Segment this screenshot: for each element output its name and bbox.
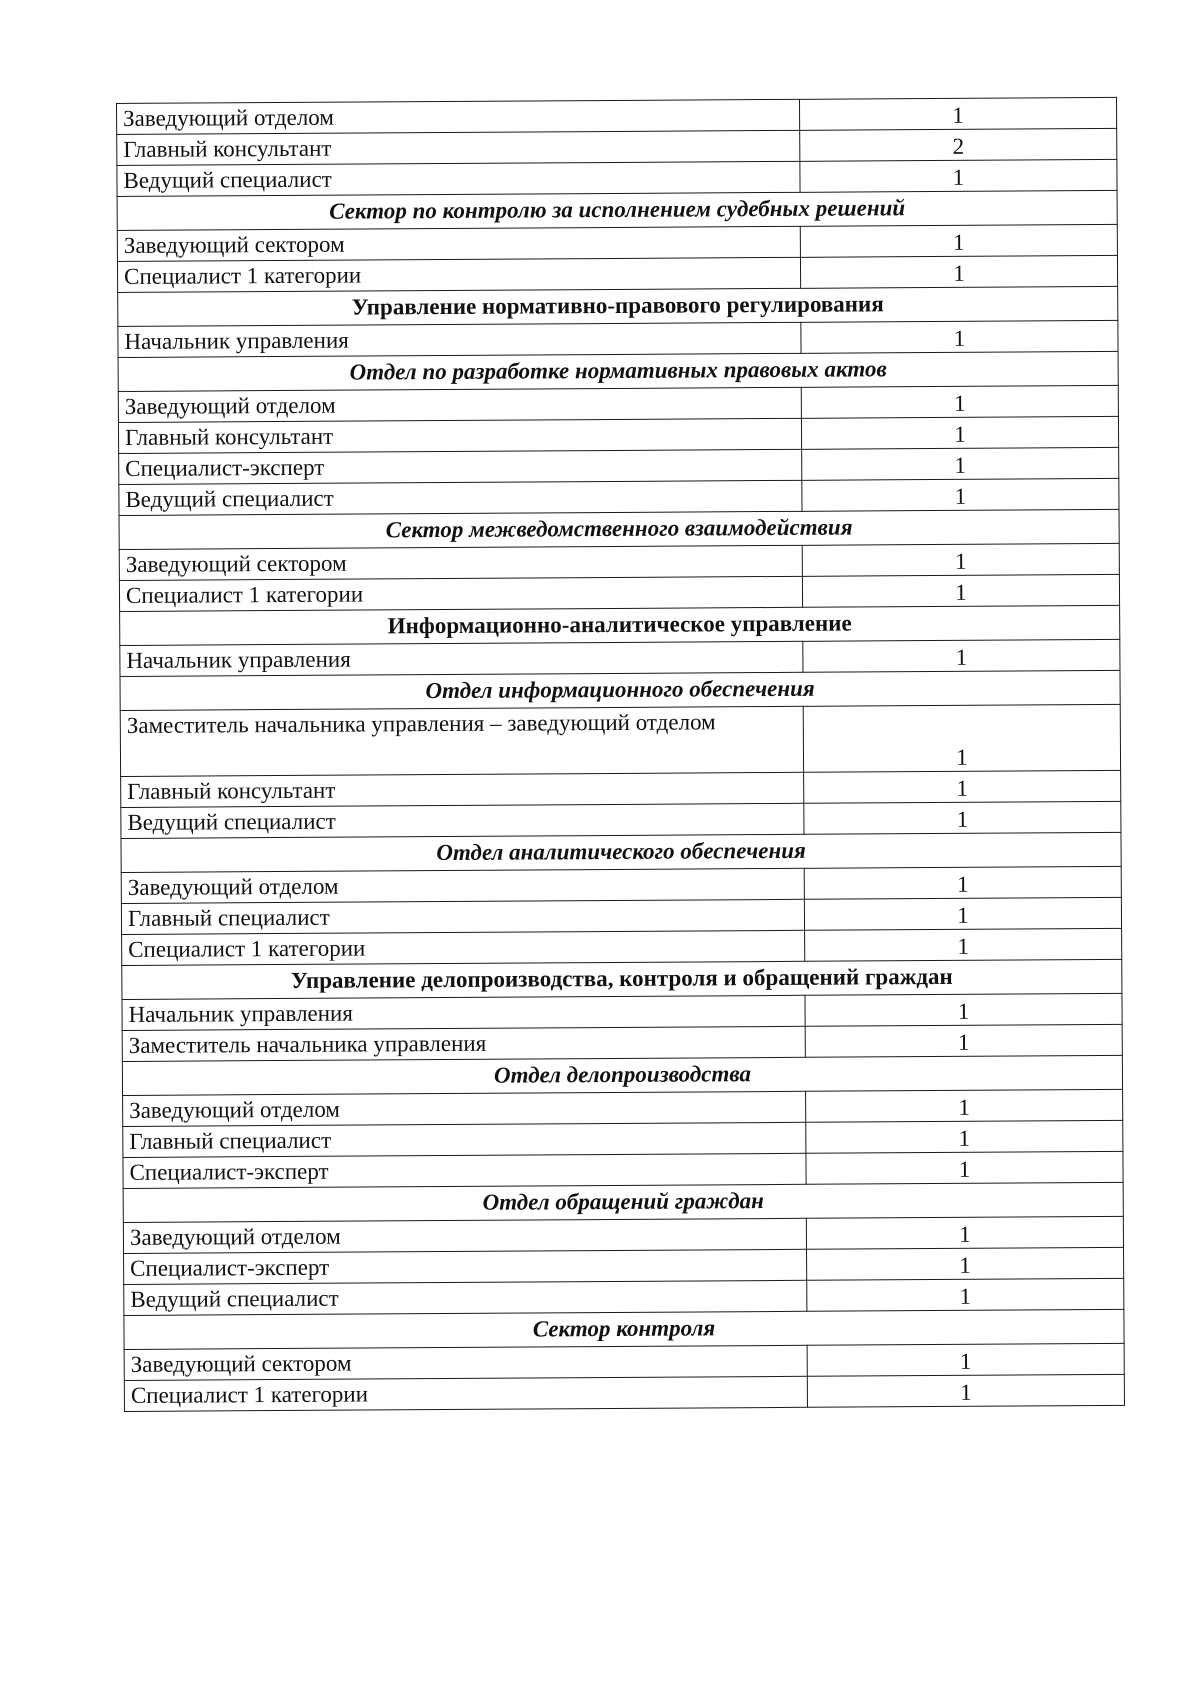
position-name: Заведующий отделом — [123, 1091, 806, 1126]
position-quantity: 1 — [804, 866, 1121, 899]
position-quantity: 1 — [800, 255, 1117, 288]
position-name: Главный консультант — [118, 418, 801, 453]
section-header: Информационно-аналитическое управление — [120, 605, 1120, 645]
position-quantity: 1 — [806, 1089, 1123, 1122]
position-name: Специалист-эксперт — [124, 1249, 807, 1284]
position-quantity: 1 — [802, 447, 1119, 480]
position-quantity: 1 — [804, 801, 1121, 834]
position-quantity: 1 — [802, 543, 1119, 576]
position-name: Заведующий отделом — [123, 1218, 806, 1253]
staff-table — [116, 97, 1125, 1412]
position-quantity: 1 — [803, 639, 1120, 672]
position-name: Заведующий отделом — [118, 387, 801, 422]
position-quantity: 1 — [801, 385, 1118, 418]
position-quantity: 1 — [807, 1278, 1124, 1311]
position-quantity: 1 — [804, 770, 1121, 803]
section-header: Отдел аналитического обеспечения — [121, 832, 1121, 872]
position-quantity: 1 — [802, 478, 1119, 511]
position-name: Заведующий отделом — [121, 868, 804, 903]
position-quantity: 1 — [807, 1247, 1124, 1280]
position-name: Специалист-эксперт — [119, 449, 802, 484]
section-header: Сектор контроля — [124, 1309, 1124, 1349]
position-quantity: 1 — [807, 1343, 1124, 1376]
position-quantity: 1 — [805, 928, 1122, 961]
position-name: Главный специалист — [123, 1122, 806, 1157]
position-quantity: 1 — [800, 159, 1117, 192]
position-quantity: 1 — [807, 1374, 1124, 1407]
position-name: Специалист 1 категории — [119, 576, 802, 611]
section-header: Отдел информационного обеспечения — [120, 670, 1120, 710]
position-quantity: 1 — [801, 416, 1118, 449]
section-header: Управление делопроизводства, контроля и обращений граждан — [122, 959, 1122, 999]
position-name: Ведущий специалист — [124, 1280, 807, 1315]
position-quantity: 1 — [805, 993, 1122, 1026]
position-name: Главный консультант — [121, 772, 804, 807]
position-quantity: 1 — [806, 1151, 1123, 1184]
position-quantity: 1 — [800, 224, 1117, 257]
position-name: Специалист 1 категории — [124, 1376, 807, 1411]
position-name: Главный консультант — [117, 130, 800, 165]
position-name: Заведующий сектором — [117, 226, 800, 261]
section-header: Отдел делопроизводства — [122, 1055, 1122, 1095]
position-quantity: 1 — [806, 1216, 1123, 1249]
position-name: Специалист-эксперт — [123, 1153, 806, 1188]
staff-table-body — [117, 97, 1125, 1411]
position-quantity: 1 — [804, 897, 1121, 930]
position-row — [124, 1374, 1124, 1411]
position-quantity: 1 — [802, 574, 1119, 607]
position-quantity: 1 — [805, 1024, 1122, 1057]
position-name: Специалист 1 категории — [117, 257, 800, 292]
position-name: Начальник управления — [122, 995, 805, 1030]
position-row — [120, 704, 1120, 776]
position-quantity: 1 — [799, 97, 1116, 130]
position-quantity: 1 — [803, 704, 1120, 772]
position-quantity: 1 — [801, 320, 1118, 353]
position-name: Начальник управления — [118, 322, 801, 357]
position-name: Заместитель начальника управления – заведующий отделом — [120, 706, 803, 776]
position-name: Ведущий специалист — [119, 480, 802, 515]
position-name: Ведущий специалист — [117, 161, 800, 196]
section-header: Сектор межведомственного взаимодействия — [119, 509, 1119, 549]
position-name: Специалист 1 категории — [122, 930, 805, 965]
position-name: Заведующий сектором — [119, 545, 802, 580]
position-name: Начальник управления — [120, 641, 803, 676]
position-name: Заведующий отделом — [117, 99, 800, 134]
section-header: Отдел по разработке нормативных правовых актов — [118, 351, 1118, 391]
position-name: Ведущий специалист — [121, 803, 804, 838]
position-name: Заведующий сектором — [124, 1345, 807, 1380]
position-quantity: 1 — [806, 1120, 1123, 1153]
section-header: Управление нормативно-правового регулирования — [118, 286, 1118, 326]
position-name: Заместитель начальника управления — [122, 1026, 805, 1061]
section-header: Отдел обращений граждан — [123, 1182, 1123, 1222]
position-quantity: 2 — [800, 128, 1117, 161]
section-header: Сектор по контролю за исполнением судебных решений — [117, 190, 1117, 230]
position-name: Главный специалист — [121, 899, 804, 934]
